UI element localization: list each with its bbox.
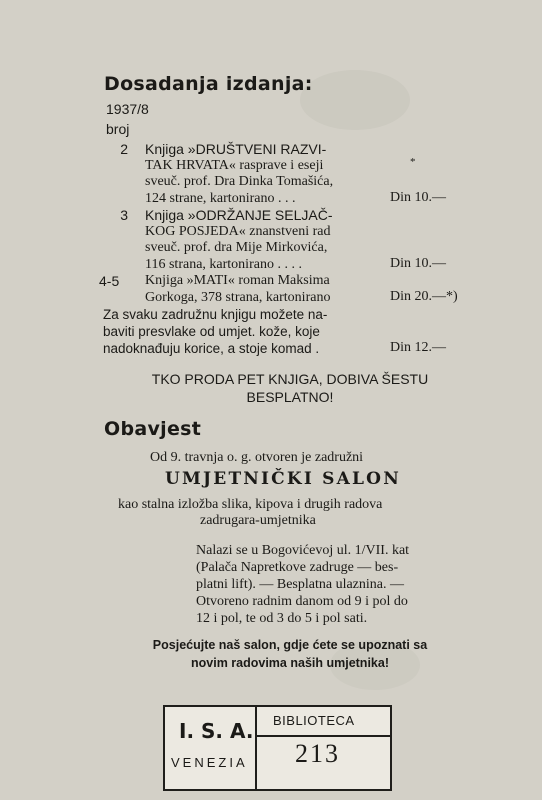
- stamp-divider: [255, 707, 257, 789]
- entry-description: [145, 273, 395, 306]
- note-line: nadoknađuju korice, a stoje komad .: [103, 341, 320, 356]
- promo-text: [115, 370, 465, 406]
- binding-note: [103, 306, 388, 357]
- paper-stain: [300, 70, 410, 130]
- entry-price: Din 20.—*): [390, 289, 458, 304]
- salon-description: kao stalna izložba slika, kipova i drugih radova: [118, 497, 383, 512]
- notice-intro: Od 9. travnja o. g. otvoren je zadružni: [150, 450, 364, 465]
- catalog-number-label: broj: [106, 121, 130, 137]
- entry-line: 116 strana, kartonirano . . . .: [145, 256, 302, 272]
- closing-line: Posjećujte naš salon, gdje ćete se upoznati sa: [152, 638, 428, 652]
- salon-name: UMJETNIČKI SALON: [165, 469, 401, 489]
- entry-line: Knjiga »ODRŽANJE SELJAČ-: [145, 207, 333, 223]
- entry-line: sveuč. prof. Dra Dinka Tomašića,: [145, 174, 334, 189]
- entry-line: 124 strane, kartonirano . . .: [145, 190, 296, 206]
- entry-price: Din 10.—: [390, 190, 446, 205]
- entry-number: 4-5: [99, 273, 120, 289]
- catalog-year: 1937/8: [106, 101, 149, 117]
- note-line: Za svaku zadružnu knjigu možete na-: [103, 307, 328, 322]
- stamp-institution: I. S. A.: [179, 719, 254, 743]
- promo-line: TKO PRODA PET KNJIGA, DOBIVA ŠESTU: [151, 371, 429, 387]
- stamp-divider: [257, 735, 390, 737]
- address-line: Nalazi se u Bogovićevoj ul. 1/VII. kat: [196, 543, 410, 558]
- stamp-inventory-number: 213: [295, 739, 340, 768]
- address-line: 12 i pol, te od 3 do 5 i pol sati.: [196, 611, 368, 626]
- section-heading-notice: Obavjest: [104, 418, 202, 440]
- section-heading-previous-editions: Dosadanja izdanja:: [104, 73, 313, 95]
- address-line: (Palača Napretkove zadruge — bes-: [196, 560, 399, 575]
- entry-line: Knjiga »DRUŠTVENI RAZVI-: [145, 141, 327, 157]
- note-line: baviti presvlake od umjet. kože, koje: [103, 324, 320, 339]
- entry-number: 3: [120, 207, 128, 223]
- entry-line: sveuč. prof. dra Mije Mirkovića,: [145, 240, 328, 255]
- address-line: platni lift). — Besplatna ulaznina. —: [196, 577, 405, 592]
- stamp-city: VENEZIA: [171, 755, 248, 770]
- entry-line: Knjiga »MATI« roman Maksima: [145, 273, 330, 288]
- library-stamp: [163, 705, 392, 791]
- entry-line: KOG POSJEDA« znanstveni rad: [145, 223, 331, 239]
- entry-line: Gorkoga, 378 strana, kartonirano: [145, 289, 331, 305]
- closing-invitation: [120, 636, 460, 672]
- binding-price: Din 12.—: [390, 340, 446, 355]
- entry-description: [145, 141, 395, 207]
- footnote-mark: *: [410, 156, 416, 168]
- entry-number: 2: [120, 141, 128, 157]
- closing-line: novim radovima naših umjetnika!: [191, 656, 389, 670]
- salon-address: [196, 542, 409, 627]
- promo-line: BESPLATNO!: [246, 389, 334, 405]
- salon-description: zadrugara-umjetnika: [200, 513, 316, 528]
- entry-description: [145, 207, 395, 273]
- stamp-library-label: BIBLIOTECA: [273, 713, 355, 728]
- entry-line: TAK HRVATA« rasprave i eseji: [145, 157, 324, 173]
- entry-price: Din 10.—: [390, 256, 446, 271]
- address-line: Otvoreno radnim danom od 9 i pol do: [196, 594, 408, 609]
